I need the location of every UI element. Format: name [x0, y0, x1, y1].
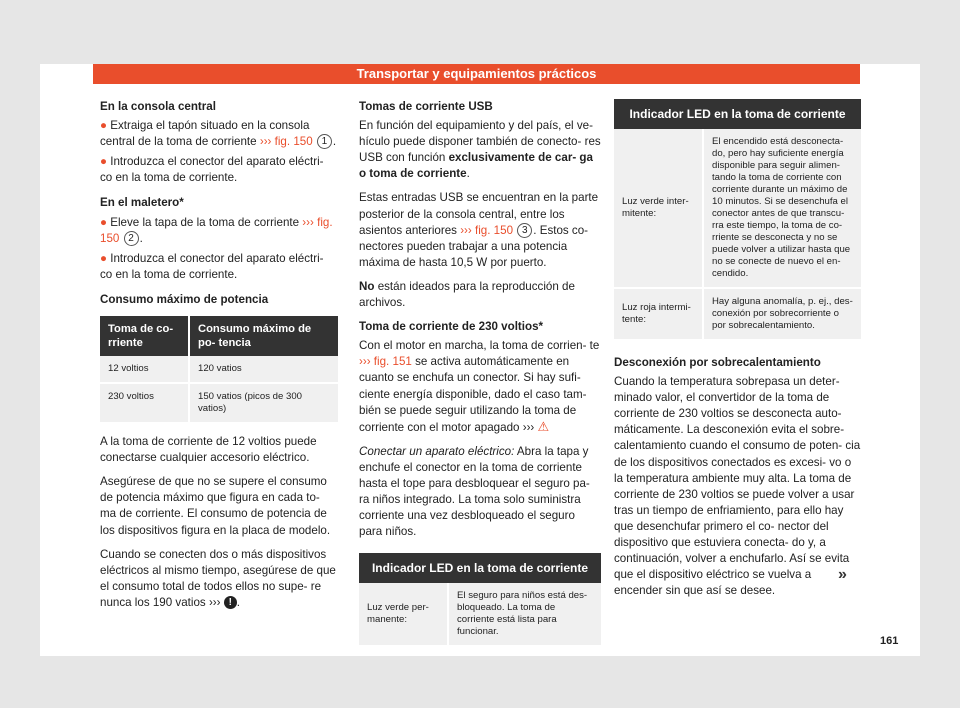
bullet-icon: ●: [100, 119, 111, 133]
led-table: [614, 99, 861, 341]
led-table: [359, 553, 601, 647]
warning-link[interactable]: ›››: [208, 595, 221, 609]
paragraph: Conectar un aparato eléctrico: Abra la tapa y enchufe el conector en la toma de corriente hasta el tope para desbloquear el seguro pa- ra niños integrado. La toma solo suministra corriente una vez desbloqueado el seguro para niños.: [359, 444, 590, 539]
column-right: [614, 99, 861, 607]
table-row: Luz verde per- manente: El seguro para niños está des- bloqueado. La toma de corriente está lista para funcionar.: [359, 583, 601, 646]
paragraph: Cuando la temperatura sobrepasa un deter- minado valor, el convertidor de la toma de corriente de 230 voltios se desconecta auto- máticamente. La desconexión evita el sobre- calentamiento cuando el consumo de poten- cia de los dispositivos conectados es excesi- vo o la temperatura ambiente muy alta. La toma de corriente de 230 voltios se puede volver a usar tras un tiempo de enfriamiento, para ello hay que desenchufar primero el co- nector del dispositivo que estuviera conecta- do y, a continuación, volver a enchufarlo. Así se evita que el dispositivo eléctrico se vuelva a encender sin que así se desee.: [614, 375, 861, 598]
table-title: Indicador LED en la toma de corriente: [614, 99, 861, 129]
callout-number: 2: [124, 231, 139, 246]
page-number: 161: [880, 635, 899, 647]
paragraph: A la toma de corriente de 12 voltios puede conectarse cualquier accesorio eléctrico.: [100, 435, 317, 465]
figure-link[interactable]: ››› fig. 150: [100, 215, 333, 245]
page-header-title: Transportar y equipamientos prácticos: [93, 64, 860, 84]
figure-link[interactable]: ››› fig. 150: [460, 223, 514, 237]
paragraph: Asegúrese de que no se supere el consumo de potencia máximo que figura en cada to- ma de corriente. El consumo de potencia de los dispositivos figura en la placa de modelo.: [100, 475, 331, 537]
table-row: 230 voltios 150 vatios (picos de 300 vatios): [100, 383, 338, 423]
table-row: 12 voltios 120 vatios: [100, 356, 338, 383]
figure-link[interactable]: ››› fig. 150: [259, 135, 313, 149]
paragraph: En función del equipamiento y del país, el ve- hículo puede disponer también de conecto- res USB con función exclusivamente de car- ga o toma de corriente.: [359, 119, 601, 181]
table-header: Toma de co- rriente: [100, 316, 189, 356]
paragraph: Con el motor en marcha, la toma de corrien- te ››› fig. 151 se activa automáticamente en cuanto se enchufa un conector. Si hay sufi- ciente energía disponible, dado el caso tam- bién se puede seguir utilizando la toma de corriente con el motor apagado ››› ⚠: [359, 339, 600, 434]
callout-number: 1: [317, 134, 332, 149]
heading-consumo: Consumo máximo de potencia: [100, 292, 269, 306]
column-left: [100, 99, 338, 619]
warning-link[interactable]: ›››: [522, 420, 535, 434]
warning-triangle-icon: ⚠: [537, 418, 550, 434]
heading-usb: Tomas de corriente USB: [359, 100, 493, 113]
table-header: Consumo máximo de po- tencia: [189, 316, 338, 356]
warning-icon: !: [224, 596, 237, 609]
table-row: Luz roja intermi- tente: Hay alguna anomalía, p. ej., des- conexión por sobrecorriente o por sobrecalentamiento.: [614, 288, 861, 340]
continue-icon: »: [838, 566, 847, 583]
callout-number: 3: [517, 223, 532, 238]
heading-230v: Toma de corriente de 230 voltios*: [359, 320, 544, 334]
list-item: ● Introduzca el conector del aparato eléctri- co en la toma de corriente.: [100, 155, 324, 185]
paragraph: No están ideados para la reproducción de archivos.: [359, 279, 575, 310]
power-table: [100, 316, 338, 424]
bullet-icon: ●: [100, 155, 111, 169]
column-middle: [359, 99, 601, 647]
table-title: Indicador LED en la toma de corriente: [359, 553, 601, 583]
paragraph: Cuando se conecten dos o más dispositivos eléctricos al mismo tiempo, asegúrese de que el consumo total de todos ellos no supe- re nunca los 190 vatios ››› ! .: [100, 547, 336, 609]
list-item: ● Extraiga el tapón situado en la consola central de la toma de corriente ››› fig. 150 1 .: [100, 119, 337, 149]
figure-link[interactable]: ››› fig. 151: [359, 355, 412, 369]
bullet-icon: ●: [100, 251, 111, 265]
heading-consola-central: En la consola central: [100, 100, 216, 113]
paragraph: Estas entradas USB se encuentran en la parte posterior de la consola central, entre los asientos anteriores ››› fig. 150 3 . Estos co- nectores pueden trabajar a una potencia máxima de hasta 10,5 W por puerto.: [359, 191, 599, 269]
heading-maletero: En el maletero*: [100, 196, 184, 210]
table-row: Luz verde inter- mitente: El encendido está desconecta- do, pero hay suficiente energía disponible para seguir alimen- tando la toma de corriente con corriente durante un máximo de 10 minutos. Si se desenchufa el conector antes de que transcu- rra este tiempo, la toma de co- rriente se desconecta y no se puede volver a utilizar hasta que no se conecte de nuevo el en- cendido.: [614, 129, 861, 288]
list-item: ● Eleve la tapa de la toma de corriente ››› fig. 150 2 .: [100, 215, 333, 245]
bullet-icon: ●: [100, 215, 111, 229]
list-item: ● Introduzca el conector del aparato eléctri- co en la toma de corriente.: [100, 251, 324, 281]
heading-desconexion: Desconexión por sobrecalentamiento: [614, 356, 821, 369]
